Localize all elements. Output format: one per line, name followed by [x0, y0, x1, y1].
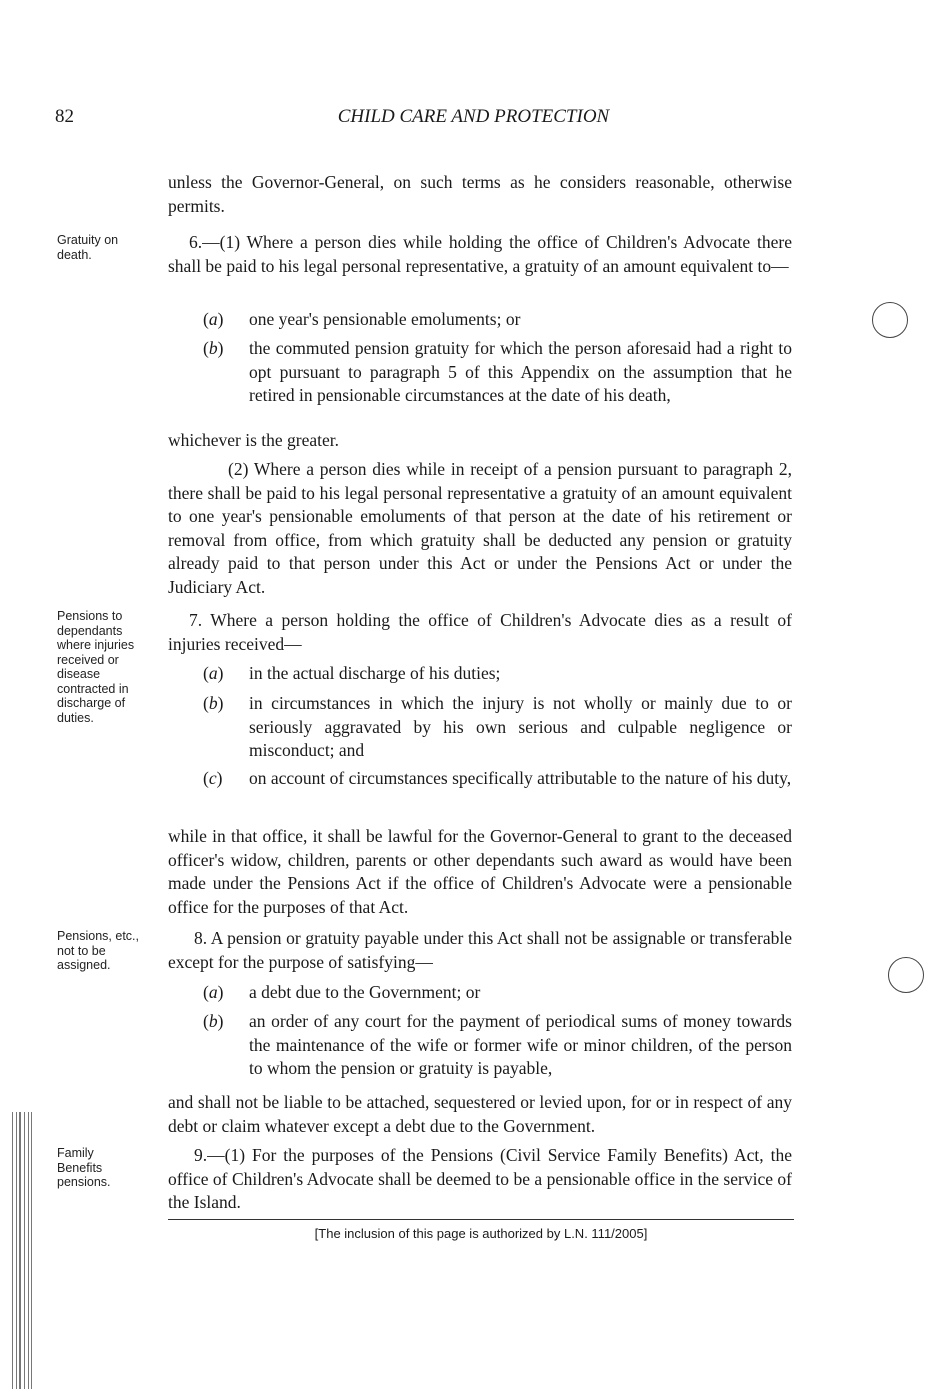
- footer-rule: [168, 1219, 794, 1220]
- continuation-paragraph: unless the Governor-General, on such terms as he considers reasonable, otherwise permits.: [168, 172, 792, 216]
- section-9-intro: 9.—(1) For the purposes of the Pensions (Civil Service Family Benefits) Act, the office of Children's Advocate shall be deemed to be a pensionable office in the service of the Island.: [168, 1145, 792, 1212]
- item-text: on account of circumstances specifically attributable to the nature of his duty,: [249, 768, 792, 788]
- punch-hole-icon: [872, 302, 908, 338]
- item-text: in circumstances in which the injury is not wholly or mainly due to or seriously aggravated by his own serious and culpable negligence or misconduct; and: [249, 693, 792, 760]
- margin-note-gratuity-on-death: Gratuity on death.: [57, 233, 119, 262]
- margin-note-pensions-not-assigned: Pensions, etc., not to be assigned.: [57, 929, 139, 972]
- punch-hole-icon: [888, 957, 924, 993]
- margin-note-family-benefits-pensions: Family Benefits pensions.: [57, 1146, 111, 1189]
- item-label: (b): [203, 338, 224, 358]
- section-7-intro: 7. Where a person holding the office of Children's Advocate dies as a result of injuries received—: [168, 610, 792, 654]
- item-text: in the actual discharge of his duties;: [249, 663, 501, 683]
- item-text: an order of any court for the payment of periodical sums of money towards the maintenance of the wife or former wife or minor children, of the person to whom the pension or gratuity is payable,: [249, 1011, 792, 1078]
- section-7-closing: while in that office, it shall be lawful for the Governor-General to grant to the deceased officer's widow, children, parents or other dependants such award as would have been made under the Pensions Act if the office of Children's Advocate were a pensionable office for the purposes of that Act.: [168, 826, 792, 917]
- item-text: a debt due to the Government; or: [249, 982, 481, 1002]
- section-8-item-b: [203, 1010, 792, 1081]
- item-label: (a): [203, 982, 224, 1002]
- section-7-item-a: [203, 662, 792, 686]
- section-6-intro: 6.—(1) Where a person dies while holding the office of Children's Advocate there shall be paid to his legal personal representative, a gratuity of an amount equivalent to—: [168, 232, 792, 276]
- section-7-item-c: [203, 767, 792, 791]
- section-8-item-a: [203, 981, 792, 1005]
- item-text: the commuted pension gratuity for which the person aforesaid had a right to opt pursuant to paragraph 5 of this Appendix on the assumption that he retired in pensionable circumstances at the date of his death,: [249, 338, 792, 405]
- running-title: CHILD CARE AND PROTECTION: [337, 106, 610, 127]
- section-8-intro: 8. A pension or gratuity payable under this Act shall not be assignable or transferable except for the purpose of satisfying—: [168, 928, 792, 972]
- item-label: (c): [203, 768, 223, 788]
- section-6-closing: whichever is the greater.: [168, 430, 340, 450]
- item-label: (a): [203, 663, 224, 683]
- margin-note-pensions-to-dependants: Pensions to dependants where injuries received or disease contracted in discharge of duties.: [57, 609, 135, 725]
- item-label: (b): [203, 693, 224, 713]
- section-8-closing: and shall not be liable to be attached, sequestered or levied upon, for or in respect of any debt or claim whatever except a debt due to the Government.: [168, 1092, 792, 1136]
- section-6-subsection-2: (2) Where a person dies while in receipt of a pension pursuant to paragraph 2, there shall be paid to his legal personal representative a gratuity of an amount equivalent to one year's pensionable emoluments of that person at the date of his retirement or removal from office, from which gratuity shall be deducted any pension or gratuity already paid to that person under this Act or under the Pensions Act or under the Judiciary Act.: [168, 459, 792, 597]
- section-7-item-b: [203, 692, 792, 763]
- item-text: one year's pensionable emoluments; or: [249, 309, 521, 329]
- page-number: 82: [55, 106, 74, 127]
- binding-edge: [0, 1112, 40, 1389]
- section-6-item-a: [203, 308, 792, 332]
- section-6-item-b: [203, 337, 792, 408]
- footer-note: [The inclusion of this page is authorized by L.N. 111/2005]: [314, 1226, 648, 1241]
- item-label: (a): [203, 309, 224, 329]
- item-label: (b): [203, 1011, 224, 1031]
